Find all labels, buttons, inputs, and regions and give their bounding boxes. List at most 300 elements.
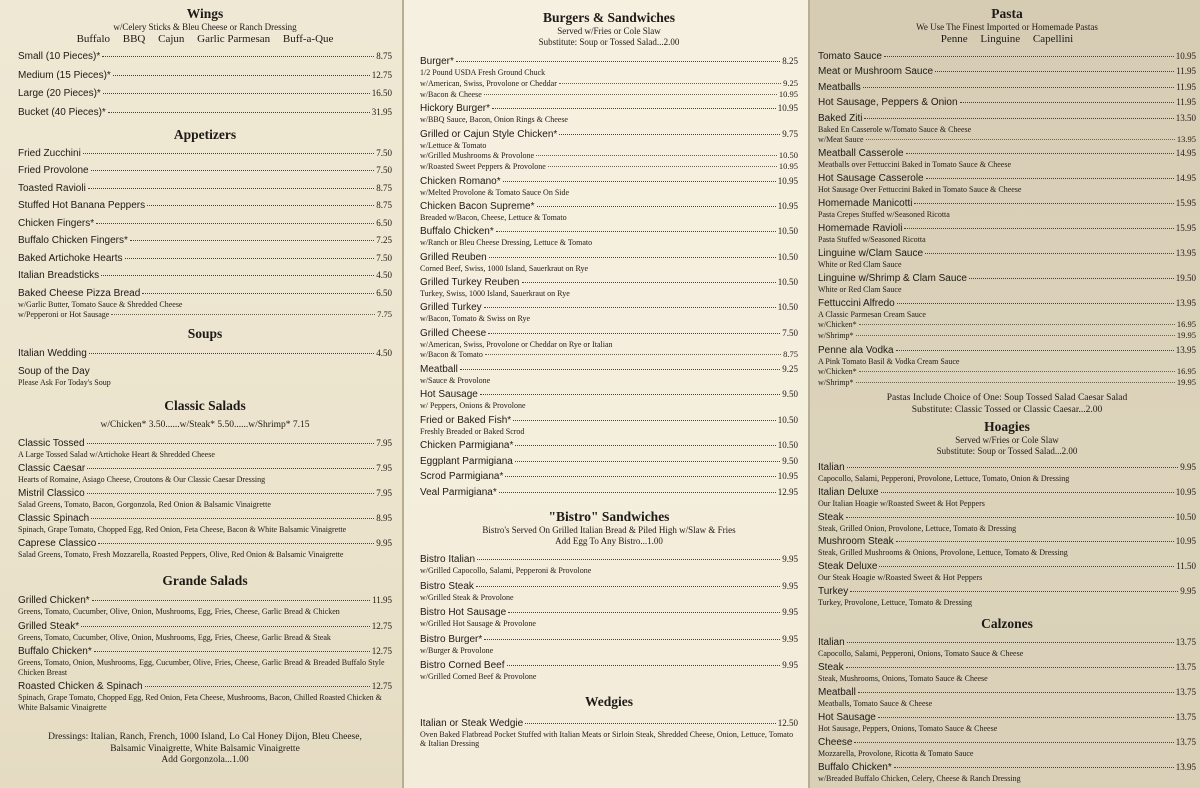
menu-item bbox=[18, 680, 392, 712]
dot-leader bbox=[866, 139, 1175, 140]
item-row bbox=[420, 327, 798, 340]
dot-leader bbox=[847, 467, 1179, 468]
menu-item bbox=[18, 87, 392, 100]
menu-item bbox=[420, 486, 798, 499]
option-price: 9.25 bbox=[783, 77, 798, 88]
item-name: Chicken Romano* bbox=[420, 175, 501, 187]
dot-leader bbox=[477, 559, 780, 560]
dot-leader bbox=[103, 93, 370, 94]
pasta-note bbox=[818, 393, 1196, 416]
dot-leader bbox=[480, 394, 780, 395]
item-price: 8.25 bbox=[782, 56, 798, 66]
menu-item bbox=[18, 537, 392, 560]
item-row bbox=[18, 287, 392, 300]
menu-item bbox=[420, 128, 798, 173]
item-price: 9.95 bbox=[782, 554, 798, 565]
item-option bbox=[420, 89, 798, 100]
flavor: Garlic Parmesan bbox=[197, 33, 271, 45]
item-price: 9.25 bbox=[782, 363, 798, 374]
item-price: 7.95 bbox=[376, 487, 392, 498]
dot-leader bbox=[91, 170, 375, 171]
item-name: Scrod Parmigiana* bbox=[420, 471, 504, 483]
item-option bbox=[818, 366, 1196, 377]
dot-leader bbox=[88, 188, 374, 189]
item-price: 13.95 bbox=[1175, 344, 1196, 355]
item-name: Mistril Classico bbox=[18, 487, 85, 499]
item-list bbox=[18, 147, 392, 321]
item-row bbox=[18, 620, 392, 633]
item-row bbox=[818, 686, 1196, 699]
dot-leader bbox=[536, 155, 777, 156]
item-price: 8.75 bbox=[376, 182, 392, 193]
calzones-section bbox=[818, 616, 1196, 784]
item-price: 10.50 bbox=[777, 414, 798, 425]
menu-panel-left bbox=[0, 0, 402, 788]
item-row bbox=[18, 182, 392, 195]
option-name: w/Roasted Sweet Peppers & Provolone bbox=[420, 162, 546, 172]
item-price: 13.95 bbox=[1175, 762, 1196, 773]
item-name: Chicken Fingers* bbox=[18, 217, 95, 229]
item-name: Penne ala Vodka bbox=[818, 344, 894, 356]
dot-leader bbox=[856, 335, 1175, 336]
option-price: 19.95 bbox=[1176, 377, 1196, 388]
item-price: 9.95 bbox=[782, 607, 798, 618]
item-price: 15.95 bbox=[1175, 223, 1196, 234]
menu-item bbox=[818, 81, 1196, 94]
menu-item bbox=[420, 388, 798, 411]
menu-item bbox=[420, 414, 798, 437]
dot-leader bbox=[83, 153, 374, 154]
dot-leader bbox=[847, 642, 1174, 643]
option-price: 10.95 bbox=[778, 161, 798, 172]
item-name: Medium (15 Pieces)* bbox=[18, 69, 111, 81]
fold-line bbox=[808, 0, 810, 788]
item-description: w/Melted Provolone & Tomato Sauce On Side bbox=[420, 187, 570, 197]
pasta-types bbox=[818, 33, 1196, 46]
item-price: 13.75 bbox=[1175, 662, 1196, 673]
item-price: 15.95 bbox=[1175, 198, 1196, 209]
item-price: 9.95 bbox=[1180, 462, 1196, 473]
menu-item bbox=[420, 439, 798, 452]
item-price: 10.50 bbox=[777, 277, 798, 288]
item-price: 9.75 bbox=[782, 128, 798, 139]
item-row bbox=[818, 96, 1196, 109]
option-name: w/Grilled Mushrooms & Provolone bbox=[420, 151, 534, 161]
item-option bbox=[818, 134, 1196, 145]
menu-item bbox=[420, 175, 798, 198]
dot-leader bbox=[863, 87, 1174, 88]
soups-section bbox=[18, 326, 392, 388]
item-name: Bistro Hot Sausage bbox=[420, 607, 507, 619]
item-name: Italian Wedding bbox=[18, 348, 87, 359]
menu-item bbox=[420, 633, 798, 656]
item-option bbox=[420, 161, 798, 172]
item-price: 14.95 bbox=[1175, 173, 1196, 184]
salad-addons-note: w/Chicken* 3.50......w/Steak* 5.50......w/Shrimp* 7.15 bbox=[100, 419, 310, 430]
option-name: w/Bacon & Cheese bbox=[420, 89, 482, 99]
item-price: 16.50 bbox=[371, 88, 392, 98]
pasta-type: Capellini bbox=[1032, 33, 1074, 45]
item-row bbox=[18, 252, 392, 265]
item-row bbox=[420, 251, 798, 264]
item-description: Baked En Casserole w/Tomato Sauce & Cheese bbox=[818, 124, 972, 134]
menu-item bbox=[818, 112, 1196, 146]
menu-item bbox=[818, 147, 1196, 170]
section-subtitle: Served w/Fries or Cole Slaw bbox=[557, 26, 661, 36]
item-price: 11.95 bbox=[1176, 66, 1196, 77]
dot-leader bbox=[456, 61, 780, 62]
section-subtitle: w/Celery Sticks & Bleu Cheese or Ranch Dressing bbox=[113, 22, 297, 32]
item-name: Bistro Italian bbox=[420, 554, 476, 566]
dot-leader bbox=[492, 108, 776, 109]
menu-item bbox=[18, 106, 392, 119]
menu-item bbox=[18, 462, 392, 485]
dot-leader bbox=[484, 639, 780, 640]
item-row bbox=[420, 414, 798, 427]
item-description: w/American, Swiss, Provolone or Cheddar on Rye or Italian bbox=[420, 339, 613, 349]
item-description: Spinach, Grape Tomato, Chopped Egg, Red Onion, Feta Cheese, Mushrooms, Bacon, Chilled Roasted Chicken & White Balsamic Vinaigrette bbox=[18, 693, 382, 712]
item-name: Eggplant Parmigiana bbox=[420, 455, 513, 467]
section-title: Wings bbox=[186, 6, 224, 21]
menu-item bbox=[18, 234, 392, 247]
menu-item bbox=[18, 347, 392, 360]
item-price: 12.75 bbox=[371, 646, 392, 656]
item-option bbox=[18, 309, 392, 320]
item-description: Meatballs, Tomato Sauce & Cheese bbox=[818, 699, 933, 709]
menu-item bbox=[420, 55, 798, 100]
item-description: Salad Greens, Tomato, Bacon, Gorgonzola, Red Onion & Balsamic Vinaigrette bbox=[18, 499, 271, 509]
item-description: Spinach, Grape Tomato, Chopped Egg, Red Onion, Feta Cheese, Bacon & White Balsamic Vinaigrette bbox=[18, 524, 347, 534]
item-list bbox=[18, 594, 392, 712]
item-description: Mozzarella, Provolone, Ricotta & Tomato Sauce bbox=[818, 749, 974, 759]
item-name: Grilled Turkey bbox=[420, 302, 482, 314]
option-name: w/Meat Sauce bbox=[818, 135, 864, 145]
item-description: White or Red Clam Sauce bbox=[818, 284, 902, 294]
item-description: Turkey, Swiss, 1000 Island, Sauerkraut on Rye bbox=[420, 289, 570, 299]
menu-item bbox=[818, 247, 1196, 270]
item-price: 8.75 bbox=[376, 200, 392, 210]
item-name: Bistro Corned Beef bbox=[420, 660, 505, 672]
item-description: w/Bacon, Tomato & Swiss on Rye bbox=[420, 314, 531, 324]
item-name: Turkey bbox=[818, 585, 849, 597]
item-row bbox=[420, 717, 798, 730]
item-name: Meatball bbox=[818, 687, 856, 699]
wings-section bbox=[18, 6, 392, 119]
item-name: Homemade Ravioli bbox=[818, 223, 903, 235]
item-description: w/Lettuce & Tomato bbox=[420, 140, 487, 150]
dot-leader bbox=[846, 667, 1174, 668]
menu-item bbox=[420, 225, 798, 248]
item-description: Pasta Stuffed w/Seasoned Ricotta bbox=[818, 235, 926, 245]
item-row bbox=[420, 486, 798, 499]
item-list bbox=[818, 636, 1196, 784]
dot-leader bbox=[969, 278, 1174, 279]
item-row bbox=[818, 761, 1196, 774]
item-description: A Large Tossed Salad w/Artichoke Heart & Shredded Cheese bbox=[18, 449, 215, 459]
item-name: Veal Parmigiana* bbox=[420, 487, 497, 499]
dot-leader bbox=[960, 102, 1175, 103]
menu-item bbox=[818, 585, 1196, 608]
item-price: 10.50 bbox=[777, 302, 798, 313]
dot-leader bbox=[98, 543, 374, 544]
option-price: 13.95 bbox=[1176, 134, 1196, 145]
menu-item bbox=[18, 164, 392, 177]
item-row bbox=[18, 106, 392, 119]
menu-item bbox=[818, 636, 1196, 659]
dot-leader bbox=[91, 518, 374, 519]
item-row bbox=[18, 680, 392, 693]
item-price: 10.50 bbox=[1175, 511, 1196, 522]
option-name: w/Shrimp* bbox=[818, 378, 854, 388]
dot-leader bbox=[507, 665, 781, 666]
dot-leader bbox=[858, 692, 1174, 693]
section-title: Appetizers bbox=[173, 126, 237, 142]
menu-item bbox=[18, 594, 392, 617]
item-price: 11.95 bbox=[372, 595, 392, 605]
footer-line: Balsamic Vinaigrette, White Balsamic Vinaigrette bbox=[110, 743, 300, 754]
item-price: 12.95 bbox=[777, 487, 798, 498]
item-name: Meatball Casserole bbox=[818, 148, 904, 160]
item-row bbox=[420, 455, 798, 468]
dot-leader bbox=[854, 742, 1173, 743]
item-name: Italian Breadsticks bbox=[18, 270, 100, 281]
item-description: Pasta Crepes Stuffed w/Seasoned Ricotta bbox=[818, 210, 950, 220]
item-row bbox=[18, 87, 392, 100]
menu-item bbox=[18, 217, 392, 230]
item-price: 10.95 bbox=[1175, 536, 1196, 547]
item-price: 13.75 bbox=[1175, 737, 1196, 748]
item-row bbox=[18, 217, 392, 230]
item-row bbox=[420, 55, 798, 68]
menu-item bbox=[420, 553, 798, 576]
item-name: Bistro Burger* bbox=[420, 633, 483, 645]
section-subtitle: Substitute: Soup or Tossed Salad...2.00 bbox=[936, 446, 1078, 457]
item-price: 9.95 bbox=[782, 660, 798, 671]
menu-panel-middle bbox=[404, 0, 808, 788]
item-name: Baked Cheese Pizza Bread bbox=[18, 287, 141, 299]
menu-item bbox=[420, 301, 798, 324]
grande-salads-section bbox=[18, 573, 392, 767]
dot-leader bbox=[496, 231, 776, 232]
item-price: 10.95 bbox=[777, 471, 798, 482]
item-description: Hot Sausage, Peppers, Onions, Tomato Sauce & Cheese bbox=[818, 724, 998, 734]
item-row bbox=[818, 636, 1196, 649]
item-row bbox=[18, 462, 392, 475]
appetizers-section bbox=[18, 127, 392, 321]
item-row bbox=[18, 347, 392, 360]
pasta-section bbox=[818, 6, 1196, 416]
dot-leader bbox=[147, 205, 374, 206]
item-description: Turkey, Provolone, Lettuce, Tomato & Dressing bbox=[818, 597, 973, 607]
item-price: 7.50 bbox=[376, 252, 392, 263]
item-description: w/Breaded Buffalo Chicken, Celery, Cheese & Ranch Dressing bbox=[818, 774, 1021, 784]
hoagies-section bbox=[818, 419, 1196, 607]
item-row bbox=[420, 439, 798, 452]
item-row bbox=[18, 69, 392, 82]
dot-leader bbox=[145, 686, 370, 687]
item-price: 7.50 bbox=[782, 327, 798, 338]
item-name: Meatballs bbox=[818, 81, 861, 93]
dot-leader bbox=[142, 293, 374, 294]
dot-leader bbox=[537, 206, 776, 207]
item-description: Steak, Grilled Onion, Provolone, Lettuce, Tomato & Dressing bbox=[818, 523, 1017, 533]
menu-item bbox=[420, 606, 798, 629]
menu-item bbox=[818, 272, 1196, 295]
item-price: 6.50 bbox=[376, 217, 392, 228]
option-price: 8.75 bbox=[783, 349, 798, 360]
item-name: Toasted Ravioli bbox=[18, 182, 86, 194]
menu-item bbox=[818, 486, 1196, 509]
section-subtitle: Bistro's Served On Grilled Italian Bread & Piled High w/Slaw & Fries bbox=[482, 525, 736, 536]
wedgies-section bbox=[420, 694, 798, 749]
dot-leader bbox=[935, 71, 1174, 72]
menu-item bbox=[18, 199, 392, 212]
dot-leader bbox=[881, 492, 1174, 493]
dot-leader bbox=[92, 600, 370, 601]
wing-flavors bbox=[18, 33, 392, 46]
dot-leader bbox=[856, 382, 1175, 383]
dot-leader bbox=[87, 493, 375, 494]
item-price: 11.95 bbox=[1176, 97, 1196, 108]
item-description: Our Steak Hoagie w/Roasted Sweet & Hot Peppers bbox=[818, 572, 983, 582]
fold-line bbox=[402, 0, 404, 788]
option-price: 10.95 bbox=[778, 88, 798, 99]
item-name: Grilled or Cajun Style Chicken* bbox=[420, 128, 558, 140]
item-row bbox=[420, 128, 798, 141]
option-price: 7.75 bbox=[377, 309, 392, 319]
dot-leader bbox=[111, 314, 375, 315]
dot-leader bbox=[925, 253, 1174, 254]
item-price: 13.75 bbox=[1175, 712, 1196, 723]
item-row bbox=[818, 50, 1196, 63]
item-name: Hot Sausage bbox=[818, 712, 876, 724]
item-row bbox=[420, 580, 798, 593]
item-description: w/Burger & Provolone bbox=[420, 645, 494, 655]
menu-item bbox=[818, 197, 1196, 220]
dot-leader bbox=[896, 350, 1174, 351]
item-row bbox=[818, 147, 1196, 160]
item-price: 4.50 bbox=[376, 270, 392, 280]
menu-item bbox=[420, 659, 798, 682]
item-name: Italian bbox=[818, 462, 845, 474]
item-row bbox=[818, 511, 1196, 524]
item-description: Hearts of Romaine, Asiago Cheese, Croutons & Our Classic Caesar Dressing bbox=[18, 474, 266, 484]
item-description: Our Italian Hoagie w/Roasted Sweet & Hot Peppers bbox=[818, 498, 985, 508]
item-row bbox=[420, 633, 798, 646]
dot-leader bbox=[503, 181, 776, 182]
menu-item bbox=[18, 620, 392, 643]
dot-leader bbox=[125, 258, 375, 259]
item-description: Meatballs over Fettuccini Baked in Tomato Sauce & Cheese bbox=[818, 160, 1012, 170]
item-price: 9.50 bbox=[782, 455, 798, 466]
footer-line: Substitute: Classic Tossed or Classic Caesar...2.00 bbox=[911, 404, 1103, 415]
menu-item bbox=[18, 437, 392, 460]
item-option bbox=[818, 319, 1196, 330]
item-price: 13.95 bbox=[1175, 297, 1196, 308]
item-name: Chicken Bacon Supreme* bbox=[420, 201, 535, 213]
menu-item bbox=[18, 269, 392, 282]
menu-item bbox=[420, 327, 798, 361]
item-description: w/ Peppers, Onions & Provolone bbox=[420, 401, 526, 411]
item-name: Fried Zucchini bbox=[18, 147, 81, 159]
option-name: w/Bacon & Tomato bbox=[420, 350, 483, 360]
item-name: Grilled Turkey Reuben bbox=[420, 277, 520, 289]
item-price: 10.95 bbox=[1175, 486, 1196, 497]
item-description: Greens, Tomato, Onion, Mushrooms, Egg, Cucumber, Olive, Fries, Cheese, Garlic Bread & Breaded Buffalo Style Chicken Breast bbox=[18, 658, 385, 677]
item-row bbox=[818, 711, 1196, 724]
footer-line: Add Gorgonzola...1.00 bbox=[161, 755, 249, 765]
footer-line: Pastas Include Choice of One: Soup Tossed Salad Caesar Salad bbox=[886, 393, 1128, 404]
item-description: w/Ranch or Bleu Cheese Dressing, Lettuce & Tomato bbox=[420, 238, 593, 248]
item-row bbox=[420, 225, 798, 238]
item-description: Capocollo, Salami, Pepperoni, Provolone, Lettuce, Tomato, Onion & Dressing bbox=[818, 474, 1070, 484]
dot-leader bbox=[906, 153, 1174, 154]
item-description: Steak, Grilled Mushrooms & Onions, Provolone, Lettuce, Tomato & Dressing bbox=[818, 548, 1068, 558]
item-price: 10.95 bbox=[1175, 51, 1196, 61]
item-price: 31.95 bbox=[371, 106, 392, 117]
item-name: Italian Deluxe bbox=[818, 486, 879, 498]
item-row bbox=[18, 199, 392, 212]
item-name: Bucket (40 Pieces)* bbox=[18, 106, 106, 118]
menu-item bbox=[818, 344, 1196, 389]
menu-item bbox=[18, 287, 392, 321]
item-row bbox=[18, 366, 392, 378]
dot-leader bbox=[926, 178, 1174, 179]
classic-salads-section bbox=[18, 398, 392, 560]
item-row bbox=[420, 388, 798, 401]
flavor: Cajun bbox=[158, 33, 185, 45]
menu-item bbox=[420, 200, 798, 223]
dot-leader bbox=[87, 468, 374, 469]
footer-line: Dressings: Italian, Ranch, French, 1000 Island, Lo Cal Honey Dijon, Bleu Cheese, bbox=[48, 732, 362, 742]
item-name: Tomato Sauce bbox=[818, 51, 882, 62]
item-row bbox=[18, 487, 392, 500]
item-name: Mushroom Steak bbox=[818, 536, 894, 548]
dot-leader bbox=[914, 203, 1173, 204]
dot-leader bbox=[488, 333, 780, 334]
section-subtitle: Served w/Fries or Cole Slaw bbox=[955, 435, 1059, 446]
menu-item bbox=[420, 455, 798, 468]
option-price: 16.95 bbox=[1176, 319, 1196, 330]
section-subtitle: Add Egg To Any Bistro...1.00 bbox=[555, 536, 663, 547]
item-name: Classic Tossed bbox=[18, 437, 85, 449]
item-name: Grilled Steak* bbox=[18, 620, 80, 632]
item-price: 7.25 bbox=[376, 235, 392, 245]
item-price: 12.75 bbox=[371, 681, 392, 691]
dot-leader bbox=[508, 612, 780, 613]
item-list bbox=[18, 347, 392, 388]
item-name: Fried or Baked Fish* bbox=[420, 414, 512, 426]
item-row bbox=[818, 297, 1196, 310]
item-row bbox=[818, 81, 1196, 94]
item-row bbox=[420, 553, 798, 566]
item-price: 12.75 bbox=[371, 69, 392, 80]
item-row bbox=[818, 661, 1196, 674]
dot-leader bbox=[96, 223, 374, 224]
dot-leader bbox=[460, 369, 780, 370]
item-row bbox=[18, 594, 392, 607]
item-name: Steak bbox=[818, 662, 844, 674]
item-price: 13.95 bbox=[1175, 248, 1196, 259]
item-description: Salad Greens, Tomato, Fresh Mozzarella, Roasted Peppers, Olive, Red Onion & Balsamic Vinaigrette bbox=[18, 549, 344, 559]
section-title: Calzones bbox=[981, 616, 1033, 632]
item-description: w/Grilled Capocollo, Salami, Pepperoni & Provolone bbox=[420, 566, 592, 576]
item-price: 9.95 bbox=[1180, 585, 1196, 596]
dot-leader bbox=[515, 445, 775, 446]
item-description: 1/2 Pound USDA Fresh Ground Chuck bbox=[420, 68, 546, 77]
burgers-section bbox=[420, 10, 798, 499]
menu-item bbox=[818, 172, 1196, 195]
